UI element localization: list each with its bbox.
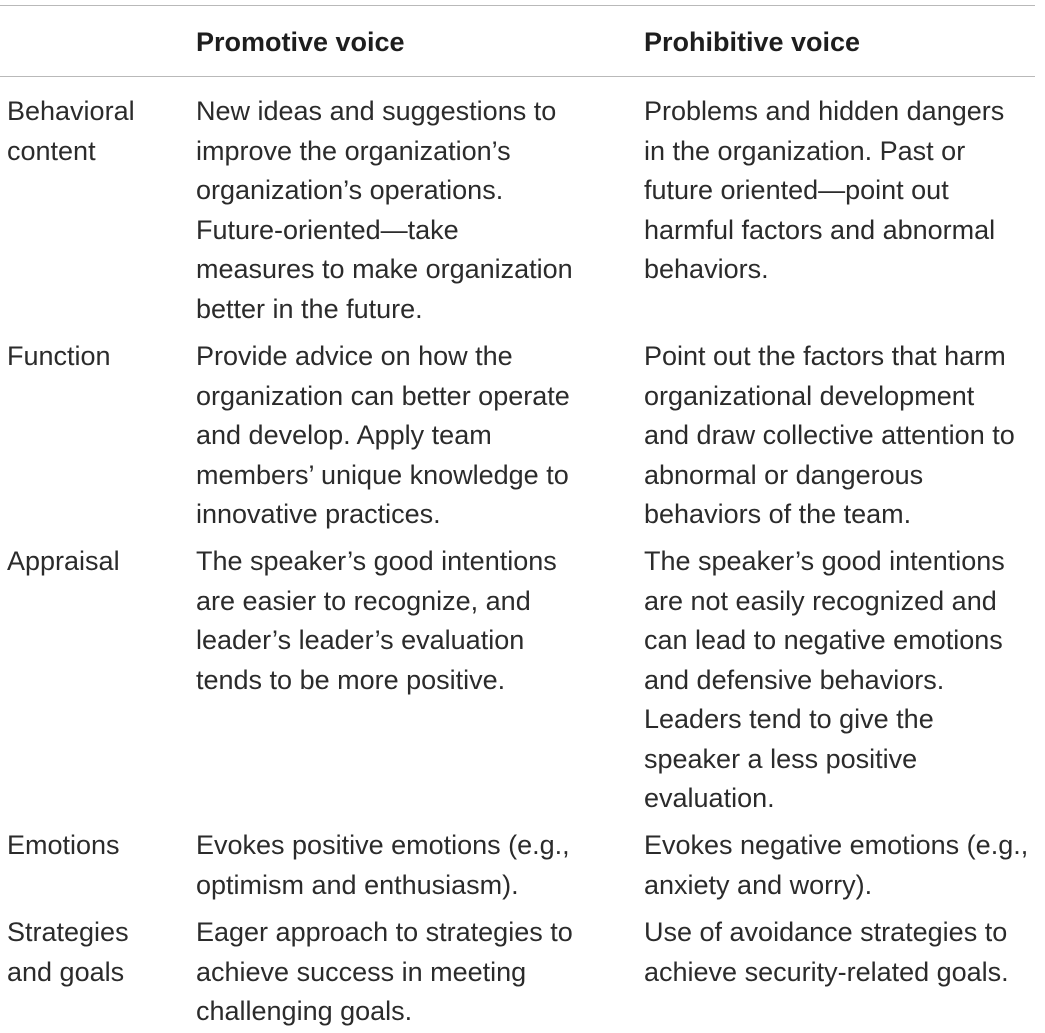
table-top-rule: [0, 5, 1035, 6]
header-prohibitive-voice: Prohibitive voice: [644, 27, 861, 57]
cell-promotive-behavioral-content: New ideas and suggestions to improve the organization’s organization’s operations. Future-oriented—take measures to make organization better in the future.: [196, 96, 573, 324]
header-promotive-voice: Promotive voice: [196, 27, 405, 57]
cell-prohibitive-strategies-and-goals: Use of avoidance strategies to achieve security-related goals.: [644, 917, 1009, 987]
cell-prohibitive-appraisal: The speaker’s good intentions are not easily recognized and can lead to negative emotions and defensive behaviors. Leaders tend to give the speaker a less positive evaluation.: [644, 546, 1005, 813]
row-label-function: Function: [7, 341, 111, 371]
row-label-appraisal: Appraisal: [7, 546, 120, 576]
row-label-emotions: Emotions: [7, 830, 120, 860]
cell-prohibitive-emotions: Evokes negative emotions (e.g., anxiety and worry).: [644, 830, 1029, 900]
cell-promotive-emotions: Evokes positive emotions (e.g., optimism and enthusiasm).: [196, 830, 570, 900]
cell-prohibitive-behavioral-content: Problems and hidden dangers in the organization. Past or future oriented—point out harmful factors and abnormal behaviors.: [644, 96, 1005, 284]
cell-promotive-strategies-and-goals: Eager approach to strategies to achieve success in meeting challenging goals.: [196, 917, 573, 1026]
cell-prohibitive-function: Point out the factors that harm organizational development and draw collective attention to abnormal or dangerous behaviors of the team.: [644, 341, 1015, 529]
cell-promotive-appraisal: The speaker’s good intentions are easier to recognize, and leader’s leader’s evaluation tends to be more positive.: [196, 546, 557, 695]
header-rule: [0, 76, 1035, 77]
cell-promotive-function: Provide advice on how the organization can better operate and develop. Apply team members’ unique knowledge to innovative practices.: [196, 341, 570, 529]
row-label-strategies-and-goals: Strategies and goals: [7, 917, 129, 987]
row-label-behavioral-content: Behavioral content: [7, 96, 135, 166]
